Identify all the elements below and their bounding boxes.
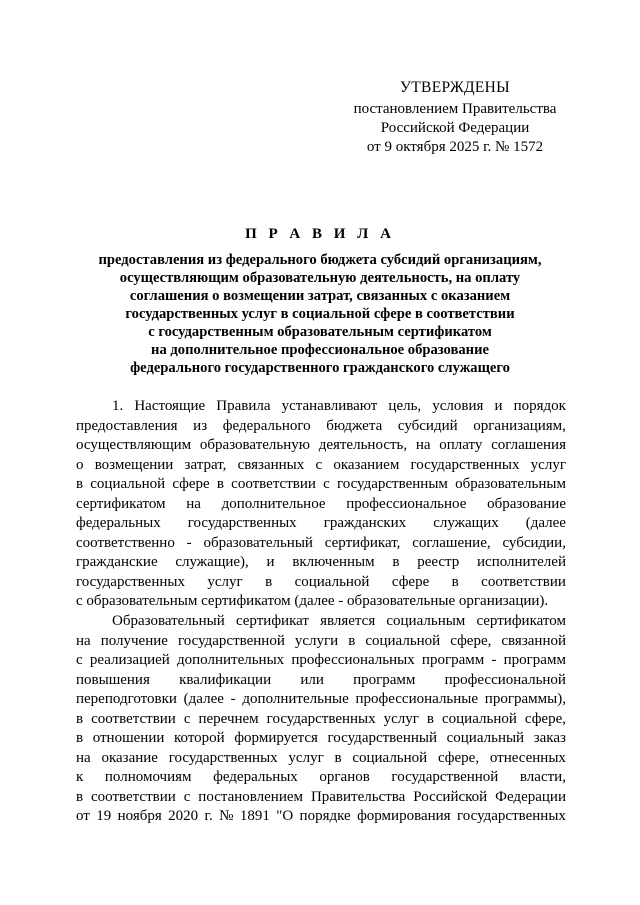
body-word: в — [216, 476, 224, 493]
body-word: порядке — [299, 808, 351, 825]
body-word: ноября — [117, 808, 162, 825]
body-word: формируется — [234, 730, 318, 747]
body-word: субсидий — [397, 417, 458, 434]
body-word: органов — [319, 769, 370, 786]
document-subtitle — [80, 251, 560, 377]
body-word: соответствии — [91, 788, 176, 805]
body-word: соглашение, — [412, 534, 491, 551]
body-word: дополнительные — [242, 691, 349, 708]
body-word: в — [76, 476, 84, 493]
subtitle-line: осуществляющим образовательную деятельность, на оплату — [119, 270, 521, 286]
body-word: сфере, — [450, 632, 492, 649]
body-word: является — [320, 613, 376, 630]
body-line — [76, 475, 566, 495]
body-word: формирования — [357, 808, 451, 825]
body-word: федерального — [222, 417, 311, 434]
body-word: условия — [432, 398, 484, 414]
body-word: сертификат — [235, 613, 309, 630]
body-word: Правительства — [310, 788, 406, 805]
body-word: с образовательным сертификатом (далее - образовательные организации). — [76, 593, 549, 610]
body-word: социальный — [446, 730, 525, 747]
body-word: о — [76, 456, 84, 473]
body-word: на — [76, 632, 91, 649]
body-word: федеральных — [213, 769, 298, 786]
body-line — [76, 456, 566, 476]
body-word: с — [323, 476, 330, 493]
body-line — [76, 514, 566, 534]
body-word: профессиональной — [444, 671, 566, 688]
body-word: на — [186, 495, 201, 512]
body-line — [76, 612, 566, 632]
body-line — [76, 417, 566, 437]
body-word: образовательную — [199, 437, 310, 454]
body-word: включенным — [292, 554, 375, 571]
subtitle-line: соглашения о возмещении затрат, связанных с оказанием — [129, 288, 511, 304]
body-line — [76, 397, 566, 417]
body-word: сфере, — [524, 710, 566, 727]
body-word: 19 — [96, 808, 112, 825]
body-word: деятельность, — [318, 437, 408, 454]
body-word: от — [76, 808, 90, 825]
body-word: переподготовки — [76, 691, 177, 708]
body-word: дополнительных — [177, 652, 285, 669]
body-line — [76, 651, 566, 671]
body-word: профессиональных — [291, 652, 415, 669]
body-word: федеральных — [76, 515, 161, 532]
body-word: социальной — [365, 632, 441, 649]
body-word: сертификатом — [476, 613, 566, 630]
body-word: субсидии, — [502, 534, 566, 551]
body-word: к — [76, 769, 84, 786]
body-word: государственных — [266, 710, 376, 727]
body-word: постановлением — [198, 788, 304, 805]
subtitle-line: государственных услуг в социальной сфере в соответствии — [125, 306, 515, 322]
approval-line-1: постановлением Правительства — [353, 101, 557, 117]
approval-heading: УТВЕРЖДЕНЫ — [400, 79, 510, 96]
body-word: соответствии — [481, 573, 566, 590]
body-word: связанных — [237, 456, 305, 473]
document-title: П Р А В И Л А — [245, 226, 395, 242]
body-line — [76, 632, 566, 652]
body-word: Образовательный — [112, 613, 225, 630]
approval-stamp — [330, 78, 580, 157]
body-word: образовательным — [455, 476, 566, 493]
body-word: служащих — [433, 515, 499, 532]
body-word: услуг — [288, 749, 324, 766]
body-word: 1891 — [239, 808, 270, 825]
body-word: - — [491, 652, 497, 669]
body-word: затрат, — [184, 456, 227, 473]
body-word: государственной — [177, 632, 285, 649]
body-line — [76, 671, 566, 691]
body-word: и — [494, 398, 503, 414]
body-word: в — [348, 632, 356, 649]
body-word: услуги — [294, 632, 339, 649]
body-word: в — [451, 573, 459, 590]
body-word: 2020 — [168, 808, 199, 825]
body-line — [76, 788, 566, 808]
body-line — [76, 573, 566, 593]
body-word: с — [183, 710, 191, 727]
body-word: получение — [100, 632, 168, 649]
body-word: полномочиям — [104, 769, 192, 786]
body-word: государственных — [76, 573, 185, 590]
body-word: бюджета — [326, 417, 383, 434]
body-word: социальным — [386, 613, 466, 630]
body-word: "О — [276, 808, 294, 825]
body-word: профессиональное — [346, 495, 467, 512]
subtitle-line: федерального государственного гражданского служащего — [130, 360, 510, 376]
body-word: государственных — [410, 456, 520, 473]
body-word: Федерации — [495, 788, 566, 805]
body-word: связанной — [501, 632, 566, 649]
body-word: исполнителей — [477, 554, 566, 571]
body-word: соответствии — [91, 710, 176, 727]
body-word: (далее — [525, 515, 566, 532]
body-word: в — [426, 710, 434, 727]
body-word: государственных — [168, 749, 278, 766]
body-word: государственных — [187, 515, 297, 532]
body-word: сфере — [172, 476, 210, 493]
body-word: на — [76, 749, 91, 766]
body-word: перечнем — [198, 710, 259, 727]
body-word: заказ — [533, 730, 566, 747]
body-word: на — [415, 437, 431, 454]
body-word: в — [392, 554, 400, 571]
body-line — [76, 436, 566, 456]
body-word: в — [76, 788, 84, 805]
approval-line-2: Российской Федерации — [380, 120, 530, 136]
body-word: гражданских — [323, 515, 407, 532]
body-word: реализацией — [89, 652, 170, 669]
body-line — [76, 749, 566, 769]
body-line — [76, 807, 566, 827]
body-word: - — [186, 534, 192, 551]
body-word: государственный — [327, 730, 437, 747]
body-word: государственным — [336, 476, 448, 493]
body-line — [76, 768, 566, 788]
body-word: услуг — [530, 456, 566, 473]
body-word: служащие), — [175, 554, 249, 571]
body-word: сертификатом — [76, 495, 166, 512]
body-word: программ — [503, 652, 566, 669]
body-word: в — [76, 710, 84, 727]
body-word: с — [183, 788, 191, 805]
subtitle-line: с государственным образовательным сертификатом — [148, 324, 492, 340]
body-word: оказание — [101, 749, 158, 766]
body-word: организациям, — [473, 417, 566, 434]
body-word: - — [230, 691, 236, 708]
body-word: оплату — [439, 437, 483, 454]
body-word: власти, — [519, 769, 566, 786]
body-line — [76, 495, 566, 515]
body-word: в — [76, 730, 84, 747]
body-word: из — [193, 417, 208, 434]
body-word: предоставления — [76, 417, 178, 434]
subtitle-line: на дополнительное профессиональное образование — [151, 342, 489, 358]
body-word: программ — [421, 652, 485, 669]
body-word: и — [266, 554, 275, 571]
body-word: реестр — [417, 554, 460, 571]
body-line — [76, 592, 566, 612]
body-word: сфере, — [437, 749, 480, 766]
body-word: устанавливают — [281, 398, 378, 414]
body-word: соответственно — [76, 534, 175, 551]
body-word: государственной — [391, 769, 499, 786]
body-word: 1. — [112, 398, 124, 414]
body-word: в — [334, 749, 342, 766]
body-word: которой — [174, 730, 225, 747]
body-line — [76, 690, 566, 710]
body-word: профессиональные — [355, 691, 479, 708]
approval-line-3: от 9 октября 2025 г. № 1572 — [366, 139, 544, 155]
body-word: государственных — [456, 808, 566, 825]
body-word: образовательный — [203, 534, 313, 551]
body-word: Настоящие — [134, 398, 206, 414]
body-line — [76, 729, 566, 749]
body-word: г. — [204, 808, 213, 825]
body-word: Правила — [216, 398, 271, 414]
body-word: гражданские — [76, 554, 158, 571]
body-word: сфере — [391, 573, 430, 590]
body-word: (далее — [183, 691, 224, 708]
subtitle-line: предоставления из федерального бюджета субсидий организациям, — [98, 252, 542, 268]
body-word: программы), — [484, 691, 566, 708]
body-word: осуществляющим — [76, 437, 192, 454]
body-word: социальной — [294, 573, 370, 590]
body-word: сертификат, — [324, 534, 401, 551]
body-line — [76, 553, 566, 573]
body-word: № — [219, 808, 234, 825]
body-line — [76, 534, 566, 554]
body-word: квалификации — [179, 671, 272, 688]
body-word: дополнительное — [221, 495, 326, 512]
body-word: отнесенных — [489, 749, 566, 766]
body-word: программ — [353, 671, 416, 688]
body-word: услуг — [207, 573, 243, 590]
body-word: отношении — [92, 730, 165, 747]
body-word: соответствии — [231, 476, 316, 493]
body-word: соглашения — [491, 437, 566, 454]
body-line — [76, 710, 566, 730]
body-word: услуг — [383, 710, 419, 727]
body-word: образование — [487, 495, 566, 512]
body-word: оказанием — [333, 456, 400, 473]
body-word: Российской — [413, 788, 488, 805]
body-word: или — [300, 671, 324, 688]
body-word: повышения — [76, 671, 150, 688]
body-word: социальной — [352, 749, 428, 766]
body-word: порядок — [513, 398, 566, 414]
body-word: социальной — [90, 476, 166, 493]
body-word: социальной — [441, 710, 517, 727]
document-body — [76, 397, 566, 827]
body-word: с — [315, 456, 323, 473]
body-word: с — [76, 652, 83, 669]
body-word: цель, — [388, 398, 422, 414]
body-word: возмещении — [94, 456, 174, 473]
body-word: в — [265, 573, 273, 590]
